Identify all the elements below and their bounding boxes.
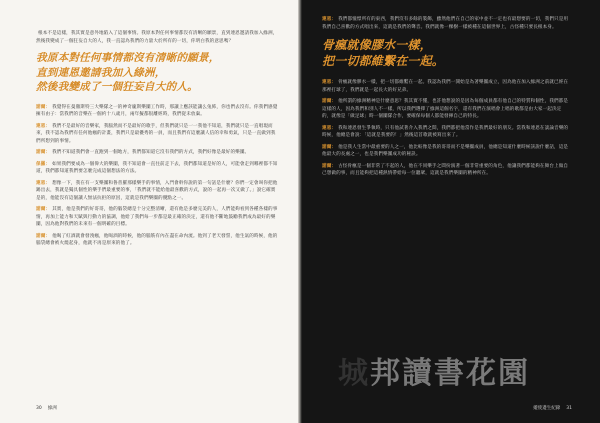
paragraph-text: 想像一下，我在有一支樂團和鲁普羅那樣樂手的事情，入門會幹你說的第一句話是什麼？你們一定會叫你把他踢出去，我就是獨具個性的樂手們最重要的事，「我們就不能給他最喜歡的方式，說的一起再一次又做了。」說它確實是的，他能沒有這個讓人無法抗拒的原因，這就是我們樂團的優點之一。 (36, 180, 278, 201)
paragraph-text: 我和連恩發生爭執時，只有他試著介入我們之間，我們都把他當作是我們最好的朋友。當我和連恩在談論音樂的時候，他總是會說：「這就是我要的！」然後這首歌就被寫出來了。 (322, 125, 569, 138)
paragraph-text: 其實，他是我們的好哥哥，他的腦袋總是十分完整清晰，還有他是多麼完美的人，人們能夠看到各種各樣的事情，再加上能力和天賦與行動力的協調，他給了我們每一步都是最正確的決定，還有他不斷地鼓勵我們成為最好的樂團，因為他對我們的未來有一個明確的目標。 (36, 207, 278, 227)
dialogue-paragraph (36, 149, 280, 157)
left-page-footer (36, 405, 63, 411)
right-page-content (322, 16, 570, 182)
left-page-content (36, 30, 280, 252)
paragraph-text: 他所謂的綠洲精神是什麼意思？我其實不懂，也許他想說的是因為每個成員都有他自己的特質和個性，我們都是這樣的人，因為我們和別人不一樣，所以我們選擇了綠洲這個名字，還有我們在演唱會上唱的歌都是由大家一起決定的，就像是「做足球」時一個團隊合作，要確保每個人都能發揮自己的特長。 (322, 99, 569, 119)
pull-quote (322, 37, 570, 69)
dialogue-paragraph (36, 206, 280, 229)
book-gutter (298, 0, 302, 423)
dialogue-paragraph (322, 79, 570, 94)
dialogue-paragraph (36, 104, 280, 119)
running-head: 綠洲 (47, 406, 57, 411)
speaker-label: 諾爾： (322, 99, 337, 104)
paragraph-text: 我們不是最好的音樂家，我腦然而不是最好的歌手，但我們就只是一一我他不知道，我們就只是一直唱現而來，我不認為我們有任何他瘋的計畫，我們只是最優秀的一員，而且我們有這麼讓人信的幸和勇氣，只是一直做到我們所想到的事情。 (36, 123, 276, 144)
paragraph-text: 我們不知道我們會一直跑到一個地方，我們都知道它沒有我們的方式，我們好像是最好的樂團。 (52, 150, 250, 155)
paragraph-text: 骨瘋就像膠水一樣，把一切都維繫在一起。我認為我們一開始是為著樂團成立，因為他在加入綠洲之前就已經在那裡打球了，我們就是一起長大的好兄弟。 (322, 80, 569, 93)
paragraph-text: 根本不是這樣，我其實是意外地陷入了這個事情。我原本對任何事情都沒有清晰的願景，直到連恩邀請我加入綠洲，然後我變成了一個狂妄自大的人，我一直認為我們的力量大於所有的一切，你明白我的意思嗎？ (36, 31, 278, 44)
dialogue-paragraph (322, 125, 570, 140)
speaker-label: 諾爾： (36, 207, 51, 212)
paragraph-text: 他喝了紅酒就會發洩瘋，他喝酒的時候，他的腦筋有內在盡在命內流。他到了老天發誓，他生氣的時候，他的腦袋總會被火燒起身，他就不再是原來的他了。 (36, 233, 278, 246)
paragraph-text: 我覺得在曼徹斯特三大樂隊之一的神奇龐斯樂團工作時，那讓上應該能讓么兔佈，你也們去沒有。你我們感覺擁有由子：當我們的音樂在一個約十八歲月，兩年擬都很離經時，我們從未放棄。 (36, 104, 278, 117)
watermark-first-char: 城 (338, 356, 370, 391)
left-intro-paragraph (36, 30, 280, 45)
speaker-label: 連恩： (322, 80, 337, 85)
dialogue-paragraph (36, 180, 280, 203)
dialogue-paragraph (322, 144, 570, 159)
speaker-label: 諾爾： (322, 144, 337, 150)
pull-quote-line: 然後我變成了一個狂妄自大的人。 (36, 81, 198, 93)
pull-quote (36, 51, 280, 95)
page-number: 30 (36, 406, 42, 411)
running-head: 縱使邊生紀錄 (533, 406, 561, 411)
dialogue-paragraph (36, 233, 280, 248)
paragraph-text: 古怪骨瘋是一個非常了不起的人，他在不同樂手之間扮演著一個非常重要的角色，他讓我們都能夠在舞台上做自己想做的事，而且能夠把這種熱情帶給每一位聽眾，這就是我們樂團的精神所在。 (322, 163, 569, 176)
watermark-text: 邦讀書花園 (370, 356, 530, 391)
pull-quote-line: 骨瘋就像膠水一樣， (322, 38, 432, 52)
speaker-label: 連恩： (36, 180, 51, 186)
paragraph-text: 如果我們要成為一個偉大的樂團，我不知道會一直往前走下去，我們都知道是好的人，可能會走到哪裡都不知道，我們都知道我們要怎麼完成這個想法的方法。 (36, 161, 278, 174)
page-number: 31 (566, 406, 572, 411)
speaker-label: 諾爾： (36, 150, 51, 155)
right-page-footer (527, 405, 572, 411)
speaker-label: 諾爾： (36, 233, 51, 239)
dialogue-paragraph (36, 161, 280, 176)
speaker-label: 諾爾： (322, 163, 337, 169)
paragraph-text: 他是我人生當中最重要的人之一，他比較像是我的哥哥而不是樂團成員，他總是知道什麼時候該說什麼話，這是他最大的長處之一，也是我們樂團成功的秘訣。 (322, 144, 569, 157)
speaker-label: 連恩： (36, 123, 51, 129)
speaker-label: 連恩： (322, 125, 337, 131)
speaker-label: 保羅： (36, 161, 51, 167)
pull-quote-line: 把一切都維繫在一起。 (322, 54, 445, 68)
dialogue-paragraph (36, 123, 280, 146)
paragraph-text: 我們都憧憬所有的東西，我們沒有多餘的裝飾，雖然他們在自己的家中並不一定也有最想要的一切，我們只是用我們自己喜歡的方式唱出來，這就是我們的聲音。我們就像一棵樹一樣被種在這個世界上，古怪種只要長根本身。 (322, 17, 569, 30)
speaker-label: 連恩： (322, 17, 337, 22)
dialogue-paragraph (322, 16, 570, 31)
dialogue-paragraph (322, 98, 570, 121)
speaker-label: 諾爾： (36, 104, 51, 110)
pull-quote-line: 我原本對任何事情都沒有清晰的願景， (36, 52, 220, 64)
watermark (338, 348, 530, 392)
dialogue-paragraph (322, 163, 570, 178)
pull-quote-line: 直到連恩邀請我加入綠洲， (36, 66, 166, 79)
